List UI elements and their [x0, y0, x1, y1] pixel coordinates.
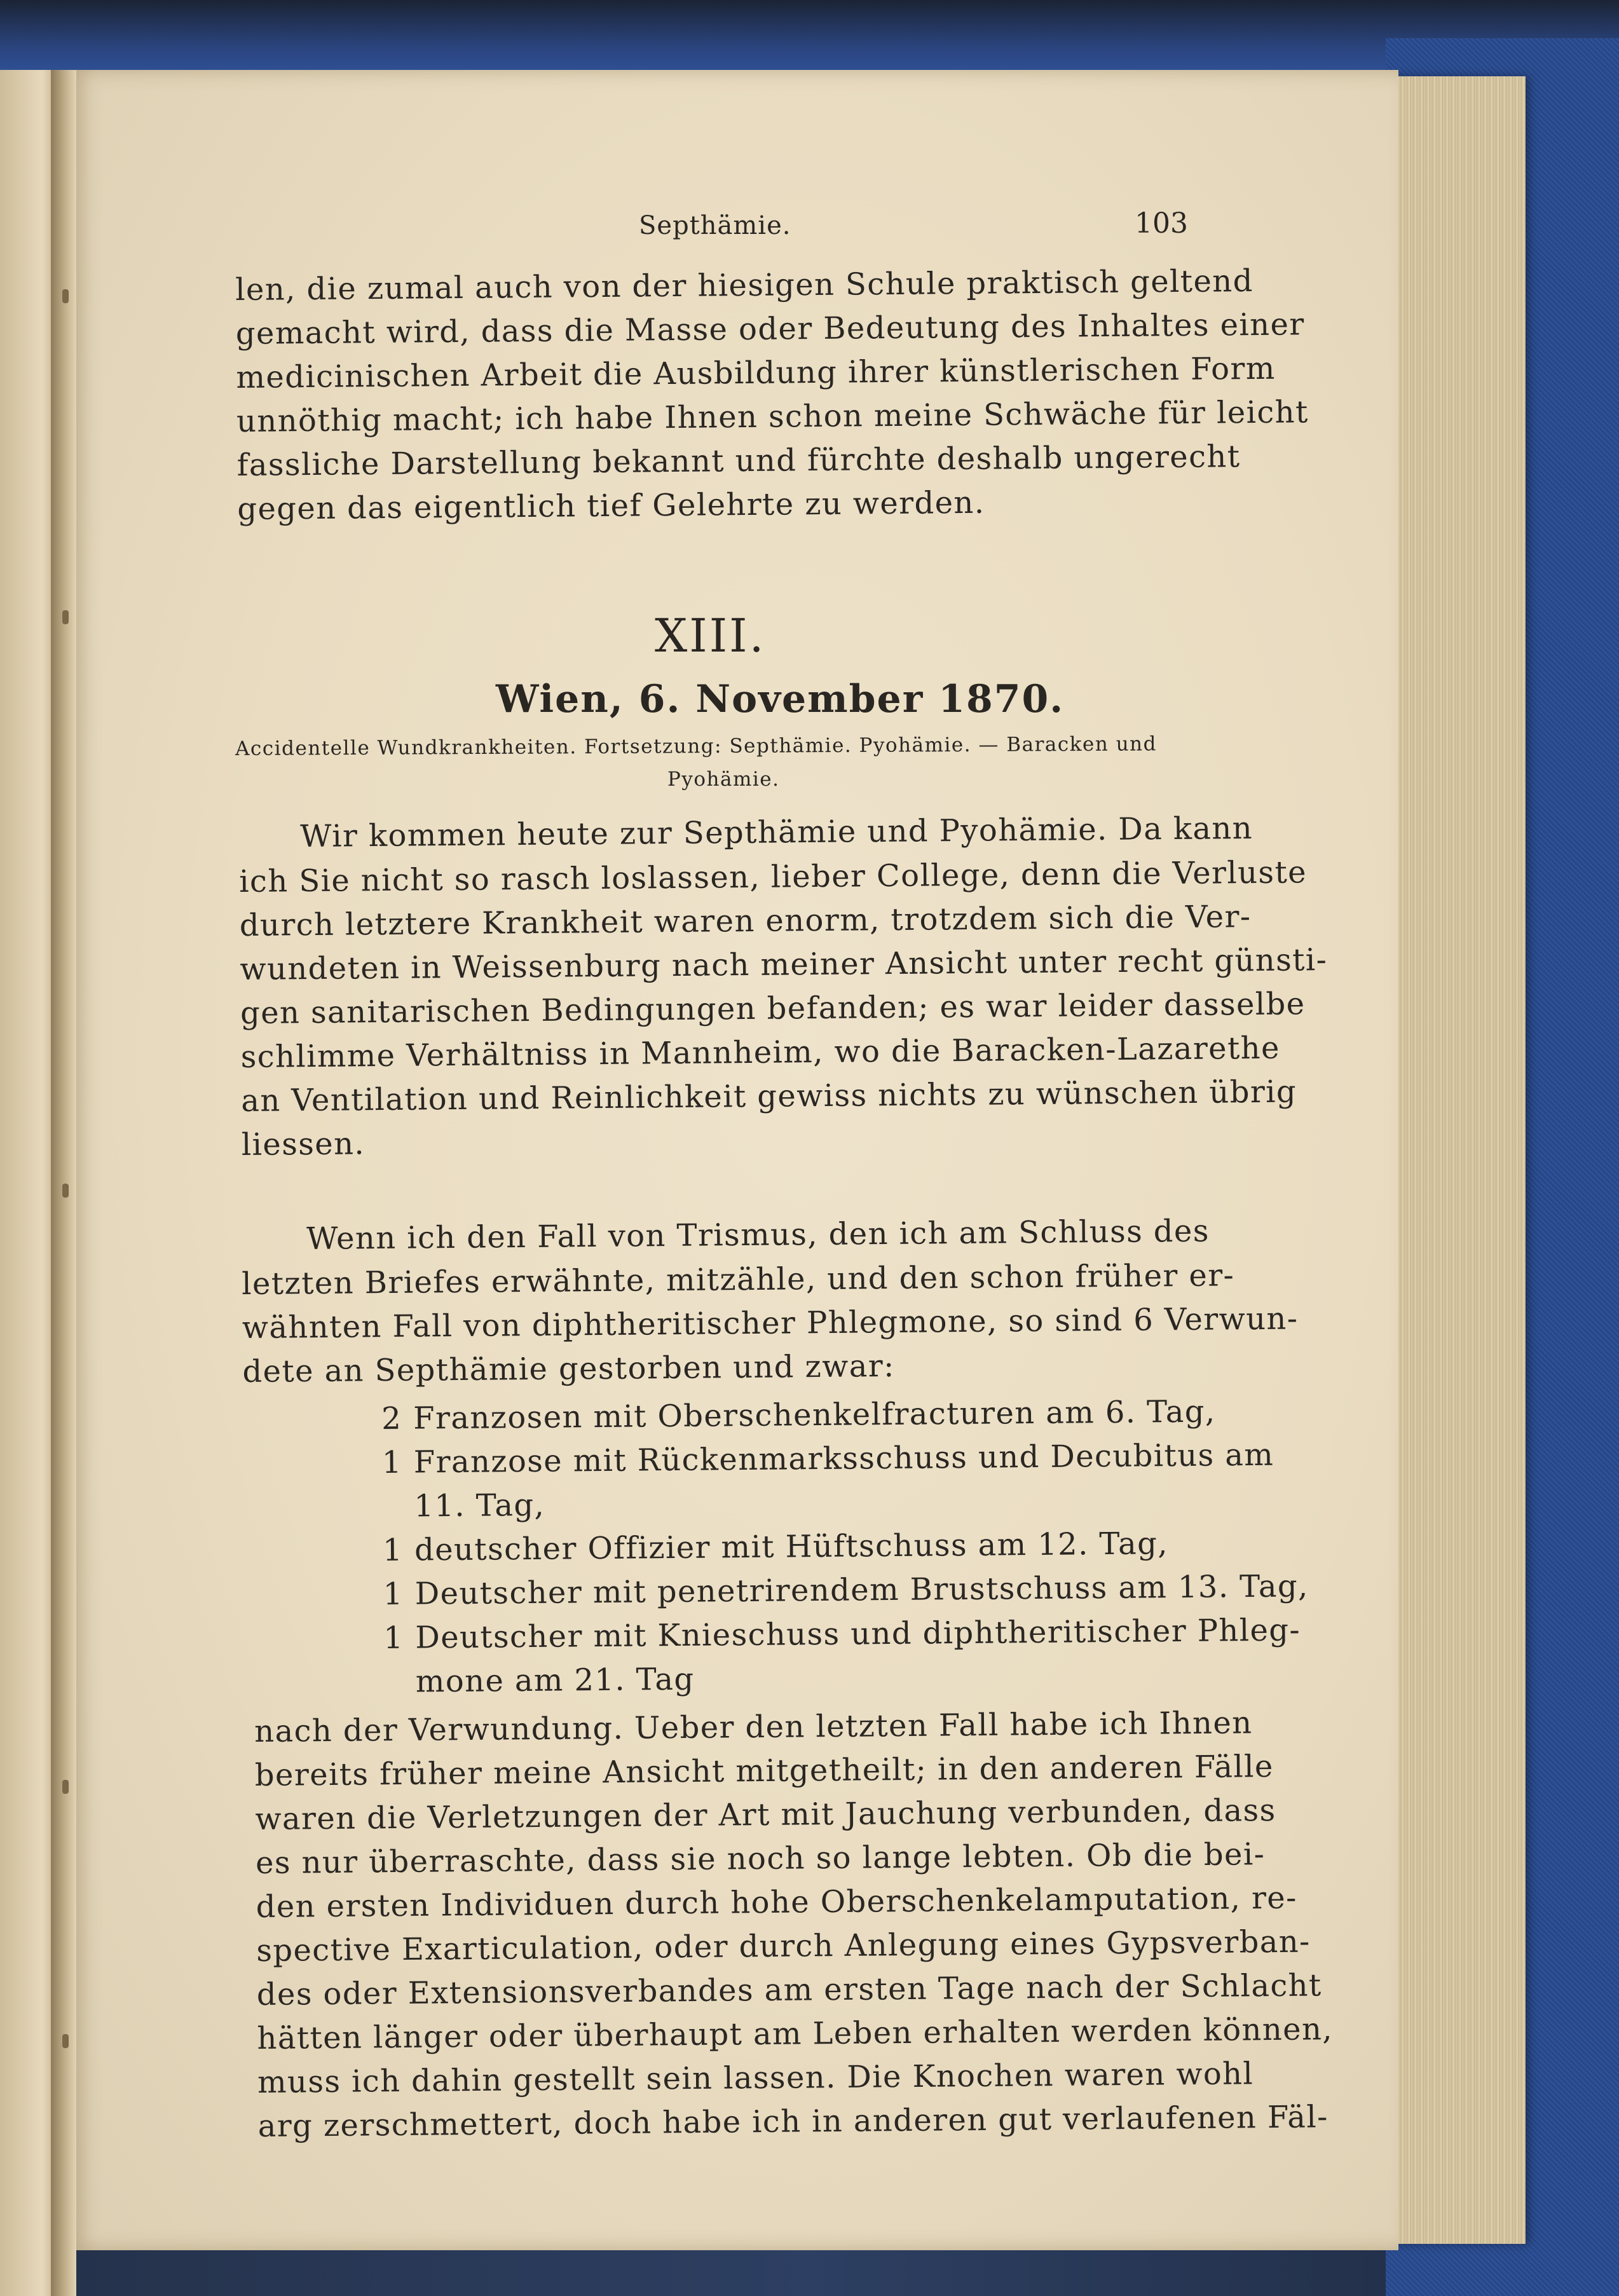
chapter-summary: Accidentelle Wundkrankheiten. Fortsetzung: Septhämie. Pyohämie. — Baracken und — [235, 732, 1158, 760]
list-item: 1 Franzose mit Rückenmarksschuss und Decubitus am — [381, 1437, 1274, 1480]
text-line: spective Exarticulation, oder durch Anlegung eines Gypsverban- — [256, 1924, 1311, 1969]
text-line: an Ventilation und Reinlichkeit gewiss nichts zu wünschen übrig — [241, 1074, 1297, 1119]
text-line: durch letztere Krankheit waren enorm, trotzdem sich die Ver- — [239, 899, 1252, 943]
list-item: 1 Deutscher mit penetrirendem Brustschuss am 13. Tag, — [383, 1568, 1309, 1612]
text-line: len, die zumal auch von der hiesigen Schule praktisch geltend — [235, 263, 1254, 308]
text-line: wähnten Fall von diphtheritischer Phlegmone, so sind 6 Verwun- — [242, 1301, 1299, 1346]
paragraph-3-first-line — [306, 1210, 1210, 1261]
text-line: dete an Septhämie gestorben und zwar: — [242, 1348, 895, 1390]
binding-mark — [62, 1780, 69, 1794]
list-item: 11. Tag, — [414, 1487, 545, 1524]
text-line: gegen das eigentlich tief Gelehrte zu werden. — [237, 484, 985, 527]
text-line: den ersten Individuen durch hohe Oberschenkelamputation, re- — [256, 1880, 1297, 1925]
binding-mark — [62, 610, 69, 624]
text-line: gemacht wird, dass die Masse oder Bedeutung des Inhaltes einer — [235, 306, 1305, 352]
list-item: mone am 21. Tag — [415, 1661, 695, 1700]
text-line: waren die Verletzungen der Art mit Jauchung verbunden, dass — [255, 1792, 1276, 1837]
paragraph-4 — [254, 1700, 1334, 2149]
chapter-title: Wien, 6. November 1870. — [496, 677, 1065, 721]
page-edges — [1386, 76, 1526, 2244]
book-gutter — [51, 70, 76, 2296]
intro-paragraph — [235, 259, 1309, 531]
list-item: 2 Franzosen mit Oberschenkelfracturen am 6. Tag, — [381, 1393, 1216, 1437]
text-line: ich Sie nicht so rasch loslassen, lieber College, denn die Verluste — [239, 854, 1308, 899]
paragraph-3 — [242, 1254, 1299, 1394]
text-line: unnöthig macht; ich habe Ihnen schon meine Schwäche für leicht — [236, 394, 1309, 439]
text-line: medicinischen Arbeit die Ausbildung ihrer künstlerischen Form — [236, 350, 1276, 395]
page-number: 103 — [1135, 207, 1188, 240]
text-line: hätten länger oder überhaupt am Leben erhalten werden können, — [257, 2011, 1334, 2056]
text-line: schlimme Verhältniss in Mannheim, wo die Baracken-Lazarethe — [240, 1030, 1281, 1075]
text-line: muss ich dahin gestellt sein lassen. Die Knochen waren wohl — [257, 2056, 1254, 2100]
chapter-summary-continued: Pyohämie. — [667, 768, 780, 791]
text-line: bereits früher meine Ansicht mitgetheilt; in den anderen Fälle — [254, 1749, 1274, 1793]
binding-mark — [62, 2034, 69, 2048]
paragraph-2 — [239, 851, 1329, 1167]
text-line: es nur überraschte, dass sie noch so lange lebten. Ob die bei- — [255, 1836, 1266, 1881]
case-list — [381, 1389, 1309, 1704]
text-line: liessen. — [241, 1126, 365, 1163]
chapter-number: XIII. — [655, 609, 766, 662]
text-line: gen sanitarischen Bedingungen befanden; es war leider dasselbe — [240, 986, 1306, 1031]
text-line: des oder Extensionsverbandes am ersten Tage nach der Schlacht — [256, 1967, 1322, 2012]
binding-mark — [62, 289, 69, 303]
text-line: Wir kommen heute zur Septhämie und Pyohämie. Da kann — [300, 810, 1254, 854]
text-line: letzten Briefes erwähnte, mitzähle, und den schon früher er- — [242, 1257, 1235, 1302]
book-page — [70, 70, 1398, 2250]
list-item: 1 Deutscher mit Knieschuss und diphtheritischer Phleg- — [383, 1612, 1301, 1656]
text-line: fassliche Darstellung bekannt und fürchte deshalb ungerecht — [236, 439, 1241, 483]
text-line: arg zerschmettert, doch habe ich in anderen gut verlaufenen Fäl- — [257, 2099, 1329, 2144]
binding-mark — [62, 1184, 69, 1198]
paragraph-2-first-line — [300, 807, 1253, 859]
book-cover-top — [0, 0, 1619, 70]
list-item: 1 deutscher Offizier mit Hüftschuss am 12. Tag, — [382, 1526, 1169, 1568]
running-title: Septhämie. — [639, 211, 791, 240]
text-line: wundeten in Weissenburg nach meiner Ansicht unter recht günsti- — [240, 942, 1328, 987]
text-line: Wenn ich den Fall von Trismus, den ich am Schluss des — [306, 1213, 1210, 1257]
text-line: nach der Verwundung. Ueber den letzten Fall habe ich Ihnen — [254, 1705, 1253, 1749]
